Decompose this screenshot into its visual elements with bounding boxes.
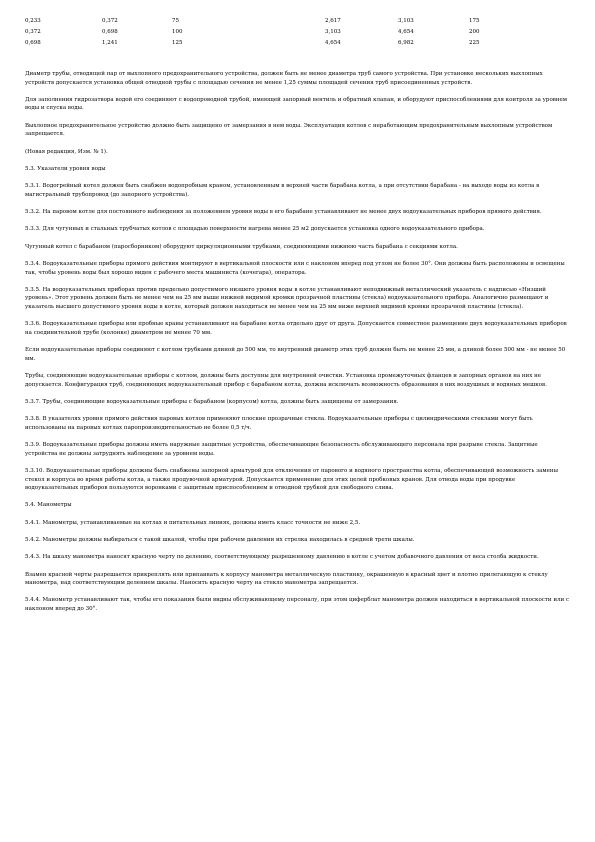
paragraph: 5.3.3. Для чугунных и стальных трубчатых котлов с площадью поверхности нагрева менее 25 м2 допускается установка одного водоуказательного прибора. (25, 226, 485, 233)
table-cell: 2,617 (325, 18, 341, 24)
table-cell: 4,654 (398, 29, 414, 35)
table-cell: 75 (172, 18, 179, 24)
paragraph: Выхлопное предохранительное устройство должно быть защищено от замерзания в нем воды. Эксплуатация котлов с неработающим предохранительным выхлопным устройством запрещается. (25, 122, 553, 138)
table-cell: 3,103 (398, 18, 414, 24)
paragraph: 5.3.8. В указателях уровня прямого действия паровых котлов применяют плоские прозрачные стекла. Водоуказательные приборы с цилиндрическими стеклами могут быть использованы на паровых котлах паропроизводительностью не более 0,5 т/ч. (25, 416, 533, 431)
paragraph: (Новая редакция, Изм. № 1). (25, 148, 108, 155)
table-cell: 4,654 (325, 40, 341, 46)
table-cell: 3,103 (325, 29, 341, 35)
table-row (25, 17, 509, 28)
table-cell: 175 (469, 18, 480, 24)
paragraph: Трубы, соединяющие водоуказательные приборы с котлом, должны быть доступны для внутренней очистки. Установка промежуточных фланцев и запорных органов на них не допускается. Конфигурация труб, соединяющих водоуказательный прибор с барабаном котла, должна исключать возможность образования в них воздушных и водяных мешков. (25, 373, 547, 388)
paragraph: 5.3.6. Водоуказательные приборы или пробные краны устанавливают на барабане котла отдельно друг от друга. Допускается совместное размещение двух водоуказательных приборов на соединительной трубе (колонке) диаметром не менее 70 мм. (25, 321, 567, 336)
paragraph: 5.3.2. На паровом котле для постоянного наблюдения за положением уровня воды в его барабане устанавливают не менее двух водоуказательных приборов прямого действия. (25, 209, 542, 216)
paragraph: Для заполнения гидрозатвора водой его соединяют с водопроводной трубой, имеющей запорный вентиль и обратный клапан, и оборудуют приспособлениями для контроля за уровнем воды и спуска воды. (25, 96, 568, 112)
paragraph: 5.3.1. Водогрейный котел должен быть снабжен водопробным краном, установленным в верхней части барабана котла, а при отсутствии барабана - на выходе воды из котла в магистральный трубопровод (до запорного устройства). (25, 183, 540, 198)
table-cell: 0,698 (102, 29, 118, 35)
section-heading: 5.3. Указатели уровня воды (25, 165, 106, 172)
table-row (25, 39, 509, 50)
paragraph: 5.4.1. Манометры, устанавливаемые на котлах и питательных линиях, должны иметь класс точности не ниже 2,5. (25, 519, 361, 526)
data-table (25, 17, 509, 50)
table-cell: 125 (172, 40, 183, 46)
paragraph: Чугунный котел с барабаном (паросборником) оборудуют циркуляционными трубками, соединяющими нижнюю часть барабана с секциями котла. (25, 243, 458, 250)
paragraph: 5.3.7. Трубы, соединяющие водоуказательные приборы с барабаном (корпусом) котла, должны быть защищены от замерзания. (25, 398, 399, 405)
paragraph: Если водоуказательные приборы соединяют с котлом трубками длиной до 500 мм, то внутренний диаметр этих труб должен быть не менее 25 мм, а длиной более 500 мм - не менее 50 мм. (25, 347, 566, 362)
table-cell: 225 (469, 40, 480, 46)
paragraph: 5.3.9. Водоуказательные приборы должны иметь наружные защитные устройства, обеспечивающие безопасность обслуживающего персонала при разрыве стекла. Защитные устройства не должны затруднять наблюдение за уровнем воды. (25, 442, 538, 457)
paragraph: 5.4.2. Манометры должны выбираться с такой шкалой, чтобы при рабочем давлении их стрелка находилась в средней трети шкалы. (25, 536, 415, 543)
table-cell: 0,372 (25, 29, 41, 35)
paragraph: 5.4.3. На шкалу манометра наносят красную черту по делению, соответствующему разрешенному давлению в котле с учетом добавочного давления от веса столба жидкости. (25, 554, 539, 561)
table-cell: 0,233 (25, 18, 41, 24)
table-cell: 0,698 (25, 40, 41, 46)
table-cell: 100 (172, 29, 183, 35)
paragraph: 5.3.4. Водоуказательные приборы прямого действия монтируют в вертикальной плоскости или с наклоном вперед под углом не более 30°. Они должны быть расположены и освещены так, чтобы уровень воды был хорошо виден с рабочего места машиниста (кочегара), оператора. (25, 260, 565, 276)
paragraph: Диаметр трубы, отводящей пар от выхлопного предохранительного устройства, должен быть не менее диаметра труб самого устройства. При установке нескольких выхлопных устройств допускается установка общей отводной трубы с площадью сечения не менее 1,25 суммы площадей сечения труб присоединенных устройств. (25, 71, 543, 86)
paragraph: 5.4.4. Манометр устанавливают так, чтобы его показания были видны обслуживающему персоналу, при этом циферблат манометра должен находиться в вертикальной плоскости или с наклоном вперед до 30°. (25, 597, 569, 612)
table-cell: 1,241 (102, 40, 118, 46)
paragraph: 5.3.10. Водоуказательные приборы должны быть снабжены запорной арматурой для отключения от парового и водяного пространства котла, обеспечивающей возможность замены стекол и корпуса во время работы котла, а также продувочной арматурой. Допускается применение для этих целей пробковых кранов. Для отвода воды при продувке водоуказательных приборов пользуются воронками с защитным приспособлением и отводной трубкой для свободного слива. (25, 467, 558, 492)
table-cell: 0,372 (102, 18, 118, 24)
paragraph: Взамен красной черты разрешается прикреплять или припаивать к корпусу манометра металлическую пластинку, окрашенную в красный цвет и плотно прилегающую к стеклу манометра, над соответствующим делением шкалы. Наносить красную черту на стекло манометра запрещается. (25, 571, 548, 587)
table-row (25, 28, 509, 39)
table-cell: 200 (469, 29, 480, 35)
table-cell: 6,982 (398, 40, 414, 46)
document-body (25, 70, 570, 622)
section-heading: 5.4. Манометры (25, 502, 72, 509)
paragraph: 5.3.5. На водоуказательных приборах против предельно допустимого низшего уровня воды в котле устанавливают неподвижный металлический указатель с надписью «Низший уровень». Этот уровень должен быть не менее чем на 25 мм выше нижней видимой кромки прозрачной пластины (стекла) водоуказательного прибора. Аналогично размещают и указатель высшего допустимого уровня воды в котле, который должен находиться не менее чем на 25 мм ниже верхней видимой кромки прозрачной пластины (стекла). (25, 286, 549, 310)
